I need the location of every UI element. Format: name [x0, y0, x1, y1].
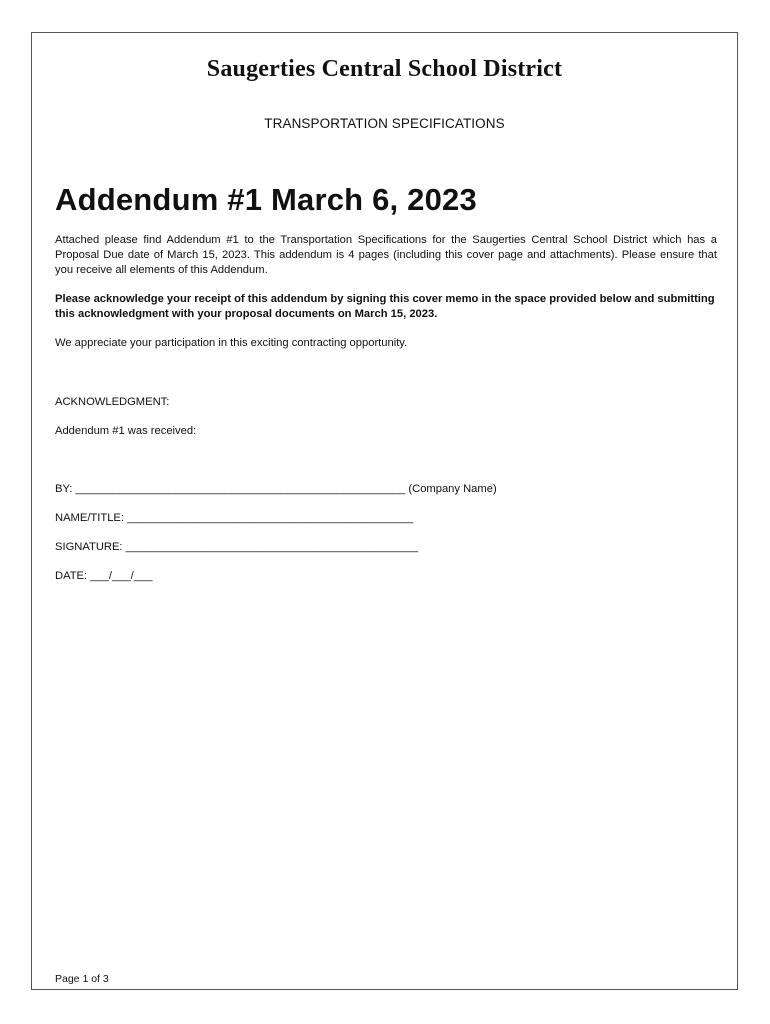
addendum-heading: Addendum #1 March 6, 2023: [55, 182, 477, 217]
intro-paragraph: Attached please find Addendum #1 to the Transportation Specifications for the Saugerties Central School District which has a Proposal Due date of March 15, 2023. This addendum is 4 pages (including this cover page and attachments). Please ensure that you receive all elements of this Addendum.: [55, 234, 717, 276]
organization-title: Saugerties Central School District: [206, 56, 563, 82]
acknowledgment-label: ACKNOWLEDGMENT:: [55, 396, 170, 408]
page-number: Page 1 of 3: [55, 973, 109, 985]
acknowledge-instruction: Please acknowledge your receipt of this addendum by signing this cover memo in the space provided below and submitting this acknowledgment with your proposal documents on March 15, 2023.: [55, 293, 715, 320]
document-subtitle: TRANSPORTATION SPECIFICATIONS: [264, 116, 505, 131]
received-text: Addendum #1 was received:: [55, 425, 197, 437]
signature-field: SIGNATURE: _______________________________________________: [55, 541, 419, 553]
appreciation-paragraph: We appreciate your participation in this exciting contracting opportunity.: [55, 337, 408, 349]
by-field: BY: _____________________________________________________ (Company Name): [55, 483, 497, 495]
name-title-field: NAME/TITLE: ______________________________________________: [55, 512, 414, 524]
date-field: DATE: ___/___/___: [55, 570, 153, 582]
